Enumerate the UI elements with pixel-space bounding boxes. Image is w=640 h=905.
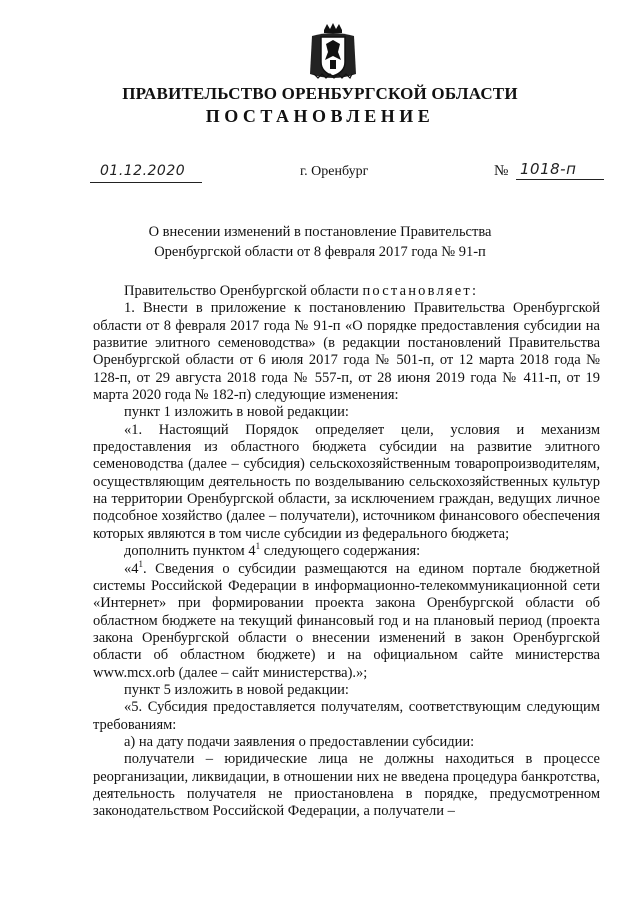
point-5-text: «5. Субсидия предоставляется получателям, соответствующим следующим требованиям: [93, 699, 600, 733]
preamble [93, 283, 600, 300]
point-5-intro: пункт 5 изложить в новой редакции: [124, 681, 349, 698]
number-sign: № [494, 163, 509, 179]
point-1-intro: пункт 1 изложить в новой редакции: [124, 404, 349, 421]
city: г. Оренбург [300, 164, 369, 179]
point-4-intro-b: следующего содержания: [260, 543, 421, 560]
item-1: 1. Внести в приложение к постановлению Правительства Оренбургской области от 8 февраля 2017 года № 91-п «О порядке предоставления субсидии на развитие элитного семеноводства» (в редакции постановлений Правительства Оренбургской области от 6 июля 2017 года № 501-п, от 12 марта 2018 года № 128-п, от 29 августа 2018 года № 557-п, от 28 июня 2019 года № 411-п, от 19 марта 2020 года № 182-п) следующие изменения: [93, 300, 600, 404]
number-handwritten: 1018-п [520, 160, 577, 178]
point-5-a: а) на дату подачи заявления о предоставлении субсидии: [124, 733, 475, 750]
subject-line-2: Оренбургской области от 8 февраля 2017 года № 91-п [154, 244, 486, 260]
point-4-sup: 1 [138, 558, 143, 569]
date-underline [90, 182, 202, 183]
point-4-body: . Сведения о субсидии размещаются на едином портале бюджетной системы Российской Федерации в информационно-телекоммуникационной сети «Интернет» при формировании проекта закона Оренбургской области об областном бюджете на текущий финансовый год и на плановый период (проекта закона Оренбургской области о внесении изменений в закон Оренбургской области об областном бюджете) и на официальном сайте министерства www.mcx.orb (далее – сайт министерства).»; [93, 560, 600, 681]
preamble-verb: постановляет: [362, 283, 479, 299]
point-1-text: «1. Настоящий Порядок определяет цели, условия и механизм предоставления из областного бюджета субсидии на развитие элитного семеноводства (далее – субсидия) сельскохозяйственным товаропроизводителям, осуществляющим деятельность по возделыванию сельскохозяйственных культур на территории Оренбургской области, за исключением граждан, ведущих личное подсобное хозяйство (далее – получатели), источником финансового обеспечения которых являются в том числе субсидии из федерального бюджета; [93, 421, 600, 542]
document-type: ПОСТАНОВЛЕНИЕ [205, 106, 435, 126]
preamble-lead: Правительство Оренбургской области [124, 283, 359, 299]
date-handwritten: 01.12.2020 [100, 163, 186, 179]
document-number [494, 160, 604, 186]
point-4-intro-a: дополнить пунктом 4 [124, 543, 256, 560]
coat-of-arms-emblem [306, 22, 360, 82]
point-4-intro [93, 543, 600, 560]
subject-line-1: О внесении изменений в постановление Правительства [148, 224, 492, 240]
document-subject [0, 222, 640, 262]
point-4-open: «4 [124, 560, 139, 577]
point-4-intro-sup: 1 [255, 541, 261, 552]
government-title: ПРАВИТЕЛЬСТВО ОРЕНБУРГСКОЙ ОБЛАСТИ [122, 84, 518, 103]
document-date [90, 163, 202, 187]
number-underline [516, 179, 604, 180]
point-5-a-text: получатели – юридические лица не должны находиться в процессе реорганизации, ликвидации, в отношении них не введена процедура банкротства, деятельность получателя не приостановлена в порядке, предусмотренном законодательством Российской Федерации, а получатели – [93, 751, 600, 820]
document-body [93, 283, 600, 821]
point-4-text [93, 558, 600, 682]
